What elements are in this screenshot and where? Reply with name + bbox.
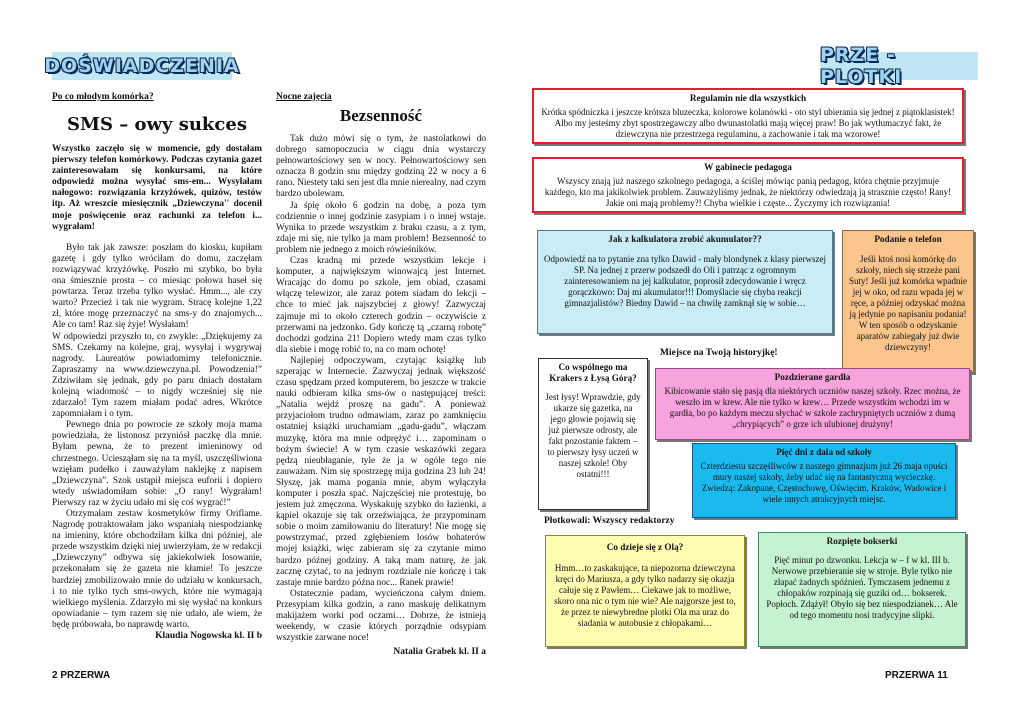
gossip-credits: Płotkowali: Wszyscy redaktorzy bbox=[544, 516, 675, 526]
box-text: Krótka spódniczka i jeszcze krótsza bluzeczka, kolorowe kolanówki - oto styl ubierania się jednej z piątoklasistek! Albo my jesteśmy zbyt spostrzegawczy albo dwunastolatki mają więcej praw! Bo jak wytłumaczyć fakt, że dziewczyna nie przestrzega regulaminu, a zachowanie i tak ma wzorowe! bbox=[541, 107, 955, 139]
article-body bbox=[52, 243, 262, 631]
article-sms bbox=[52, 92, 262, 641]
paragraph: Otrzymałam zestaw kosmetyków firmy Oriflame. Nagrodę potraktowałam jako wspaniałą niespodziankę na imieniny, które obchodziłam kilka dni później, ale przede wszystkim dzięki niej uwierzyłam, że w redakcji „Dziewczyny” odbywa się jakiekolwiek losowanie, przekonałam się że gazeta nie kłamie! To jeszcze bardziej zmobilizowało mnie do udziału w konkursach, i to nie tylko tych sms-owych, które nie wymagają wielkiego myślenia. Zdarzyło mi się wysłać na konkurs opowiadanie – tym razem się nie udało, ale wiem, że będę próbowała, bo naprawdę warto. bbox=[52, 509, 262, 630]
box-text: Jest łysy! Wprawdzie, gdy ukarze się gazetka, na jego głowie pojawią się już pierwsze odrosty, ale fakt pozostanie faktem – to pierwszy łysy uczeń w naszej szkole! Oby ostatni!!! bbox=[545, 392, 641, 479]
box-title: Co wspólnego ma Krakers z Łysą Górą? bbox=[549, 362, 637, 383]
box-text: Kibicowanie stało się pasją dla niektórych uczniów naszej szkoły. Rzec można, że weszło im w krew. Ale nie tylko w krew… Przede wszystkim wchodzi im w gardła, bo po każdym meczu słychać w szkole zachrypniętych uczniów z dumą „chrypiących” o grze ich ulubionej drużyny! bbox=[664, 386, 961, 429]
gossip-box-telefon bbox=[842, 230, 974, 373]
story-space-label: Miejsce na Twoją historyjkę! bbox=[660, 348, 778, 358]
section-banner-doswiadczenia: DOŚWIADCZENIA bbox=[52, 52, 232, 80]
article-body bbox=[276, 134, 486, 644]
box-text: Jeśli ktoś nosi komórkę do szkoły, niech się strzeże pani Suty! Jeśli już komórka wpadnie jej w oko, od razu wpada jej w ręce, a później odzyskać można ją jedynie po napisaniu podania! W ten sposób o odzyskanie aparatów zabiegały już dwie dziewczyny! bbox=[849, 254, 967, 352]
paragraph: Było tak jak zawsze: poszłam do kiosku, kupiłam gazetę i gdy tylko wróciłam do domu, zaczęłam rozwiązywać krzyżówkę. Poszło mi szybko, bo była ona śmiesznie prosta – co miesiąc połowa haseł się powtarza. Teraz trzeba tylko wysłać. Hmm..., ale czy warto? Przecież i tak nie wygram. Stracę kolejne 1,22 zł, które mogę przeznaczyć na sms-y do znajomych... Ale co tam! Raz się żyje! Wysłałam! bbox=[52, 242, 262, 331]
box-title: Pozdzierane gardła bbox=[774, 372, 851, 382]
box-title: Jak z kalkulatora zrobić akumulator?? bbox=[608, 234, 762, 244]
gossip-box-regulamin bbox=[532, 88, 964, 144]
paragraph: Ja śpię około 6 godzin na dobę, a poza tym codziennie o innej godzinie zasypiam i o innej wstaje. Wynika to przede wszystkim z braku czasu, a z tym, zdaje mi się, nie tylko ja mam problem! Bezsenność to problem nie jednego z moich rówieśników. bbox=[276, 200, 486, 255]
article-kicker: Nocne zajęcia bbox=[276, 92, 332, 102]
page-footer-left: 2 PRZERWA bbox=[52, 670, 111, 681]
box-text: Czterdziestu szczęśliwców z naszego gimnazjum już 26 maja opuści mury naszej szkoły, żeby udać się na fantastyczną wycieczkę. Zwiedzą: Zakopane, Częstochowę, Oświęcim, Kraków, Wadowice i wiele innych atrakcyjnych miejsc. bbox=[700, 461, 948, 504]
paragraph: Ostatecznie padam, wycieńczona całym dniem. Przesypiam kilka godzin, a rano maskuję delikatnym makijażem worki pod oczami… Dobrze, że istnieją weekendy, w czasie których porządnie odsypiam wszystkie zarwane noce! bbox=[276, 588, 486, 644]
box-title: Regulamin nie dla wszystkich bbox=[689, 93, 807, 103]
gossip-box-gardla bbox=[655, 368, 970, 440]
gossip-box-kalkulator bbox=[537, 230, 833, 334]
gossip-box-gabinet bbox=[532, 157, 964, 213]
page-footer-right: PRZERWA 11 bbox=[885, 670, 948, 681]
article-signature: Klaudia Nogowska kl. II b bbox=[155, 631, 262, 642]
box-text: Odpowiedź na to pytanie zna tylko Dawid - mały blondynek z klasy pierwszej SP. Na jednej z przerw podszedł do Oli i patrząc z ogromnym zainteresowaniem na jej kalkulator, poprosił zdecydowanie i wręcz gorączkowo: Daj mi akumulator!!! Domyślacie się chyba reakcji gimnazjalistów? Biedny Dawid – na chwilę zamknął się w sobie… bbox=[544, 254, 826, 308]
article-headline: Bezsenność bbox=[339, 106, 423, 125]
gossip-box-bokserki bbox=[758, 532, 966, 647]
box-title: Podanie o telefon bbox=[874, 234, 942, 244]
article-headline: SMS – owy sukces bbox=[67, 114, 247, 135]
paragraph: Tak dużo mówi się o tym, że nastolatkowi do dobrego samopoczucia w ciągu dnia wystarczy pełnowartościowy sen w nocy. Pełnowartościowy sen oznacza 8 godzin snu między godziną 22 w nocy a 6 rano. Niestety taki sen jest dla mnie nierealny, nad czym bardzo ubolewam. bbox=[276, 134, 486, 200]
gossip-box-wycieczka bbox=[692, 443, 956, 518]
box-text: Wszyscy znają już naszego szkolnego pedagoga, a ściślej mówiąc panią pedagog, która chętnie przyjmuje każdego, kto ma jakikolwiek problem. Zauważyliśmy jednak, że niektórzy odwiedzają ją strasznie często! Rany! Jakie oni mają problemy?! Chyba wielkie i częste... Życzymy ich rozwiązania! bbox=[544, 176, 952, 208]
paragraph: Czas kradną mi przede wszystkim lekcje i komputer, a największym winowajcą jest Internet. Wracając do domu po szkole, jem obiad, czasami włączę telewizor, ale zaraz potem siadam do lekcji – chce to mieć jak najszybciej z głowy! Zazwyczaj zajmuje mi to około czterech godzin – oczywiście z przerwami na jedzonko. Gdy kończę tą „czarną robotę” dochodzi godzina 21! Dopiero wtedy mam czas tylko dla siebie i mogę robić to, na co mam ochotę! bbox=[276, 256, 486, 355]
article-bezsennosc bbox=[276, 92, 486, 657]
gossip-box-ola bbox=[545, 535, 745, 647]
article-lead: Wszystko zaczęło się w momencie, gdy dostałam pierwszy telefon komórkowy. Podczas czytania gazet zainteresowałam się konkursami, na które odpowiedź można wysyłać sms-em... Wysyłałam nałogowo: rozwiązania krzyżówek, quizów, testów itp. Aż wreszcie miesięcznik „Dziewczyna'' docenił moje poświęcenie oraz rachunki za telefon i... wygrałam! bbox=[52, 144, 262, 232]
paragraph: W odpowiedzi przyszło to, co zwykle: „Dziękujemy za SMS. Czekamy na kolejne, graj, wysyłaj i wygrywaj nagrody. Laureatów powiadomimy telefonicznie. Zapraszamy na www.dziewczyna.pl. Powodzenia!” Zdziwiłam się jednak, gdy po paru dniach dostałam kolejną wiadomość – to nigdy wcześniej się nie zdarzało! Tym razem miałam podać adres. Wkrótce zapomniałam i o tym. bbox=[52, 331, 262, 420]
article-kicker: Po co młodym komórka? bbox=[52, 92, 154, 102]
box-title: Co dzieje się z Olą? bbox=[606, 542, 684, 552]
box-text: Hmm…to zaskakujące, ta niepozorna dziewczyna kręci do Mariusza, a gdy tylko nadarzy się okazja całuje się z Pawłem… Ciekawe jak to możliwe, skoro ona nic o tym nie wie? Ale najgorsze jest to, że przez te niewybredne plotki Ola ma uraz do siadania w autobusie z chłopakami… bbox=[554, 563, 736, 628]
gossip-box-krakers bbox=[538, 358, 648, 510]
box-title: W gabinecie pedagoga bbox=[704, 162, 792, 172]
box-title: Rozpięte bokserki bbox=[826, 536, 898, 546]
paragraph: Najlepiej odpoczywam, czytając książkę lub szperając w Internecie. Zazwyczaj jednak większość czasu spędzam przed komputerem, bo jeszcze w trakcie nauki odbieram kilka sms-ów o następującej treści: „Natalia wejdź proszę na gadu”. A ponieważ przyjaciołom trudno odmawiam, zaraz po zamknięciu ostatniej książki uruchamiam „gadu-gadu”, włączam muzykę, która ma mnie odprężyć i… zapominam o bożym świecie! A w tym czasie wskazówki zegara pędzą nieubłaganie, tyle że ja w ogóle tego nie zauważam. Nim się spostrzegę mija godzina 23 lub 24! Słyszę, jak mama pogania mnie, abym wyłączyła komputer i poszła spać. Najczęściej nie protestuję, bo jestem już zmęczona. Wyskakuję szybko do łazienki, a kąpiel okazuje się tak orzeźwiająca, że przypominam sobie o moim zamiłowaniu do literatury! Nie mogę się powstrzymać, przed zgłębieniem losów bohaterów mojej książki, więc zabieram się za czytanie mimo bardzo późnej godziny. A taką mam naturę, że jak zacznę czytać, to na jednym rozdziale nie kończę i tak zastaje mnie bardzo późna noc... Ranek prawie! bbox=[276, 355, 486, 588]
section-banner-plotki: PRZE - PLOTKI bbox=[820, 52, 978, 80]
box-title: Pięć dni z dala od szkoły bbox=[776, 447, 872, 457]
article-signature: Natalia Grabek kl. II a bbox=[393, 647, 486, 658]
paragraph: Pewnego dnia po powrocie ze szkoły moja mama powiedziała, że listonosz przyniósł paczkę dla mnie. Byłam pewna, że to prezent imieninowy od chrzestnego. Uciesząłam się na ta myśl, uszczęśliwiona wzięłam pudełko i zauważyłam naklejkę z napisem „Dziewczyna”. Szok ustąpił miejsca euforii i dopiero wtedy uświadomiłam sobie: „O rany! Wygrałam! Pierwszy raz w życiu udało mi się coś wygrać!” bbox=[52, 420, 262, 508]
box-text: Pięć minut po dzwonku. Lekcja w – f w kl. III b. Nerwowe przebieranie się w stroje. Byle tylko nie złapać żadnych spóźnień. Tymczasem jednemu z chłopaków rozpinają się guziki od… bokserek. Popłoch. Zdążył! Obyło się bez niespodzianek… Ale od tego momentu nosi tradycyjne slipki. bbox=[766, 555, 958, 620]
